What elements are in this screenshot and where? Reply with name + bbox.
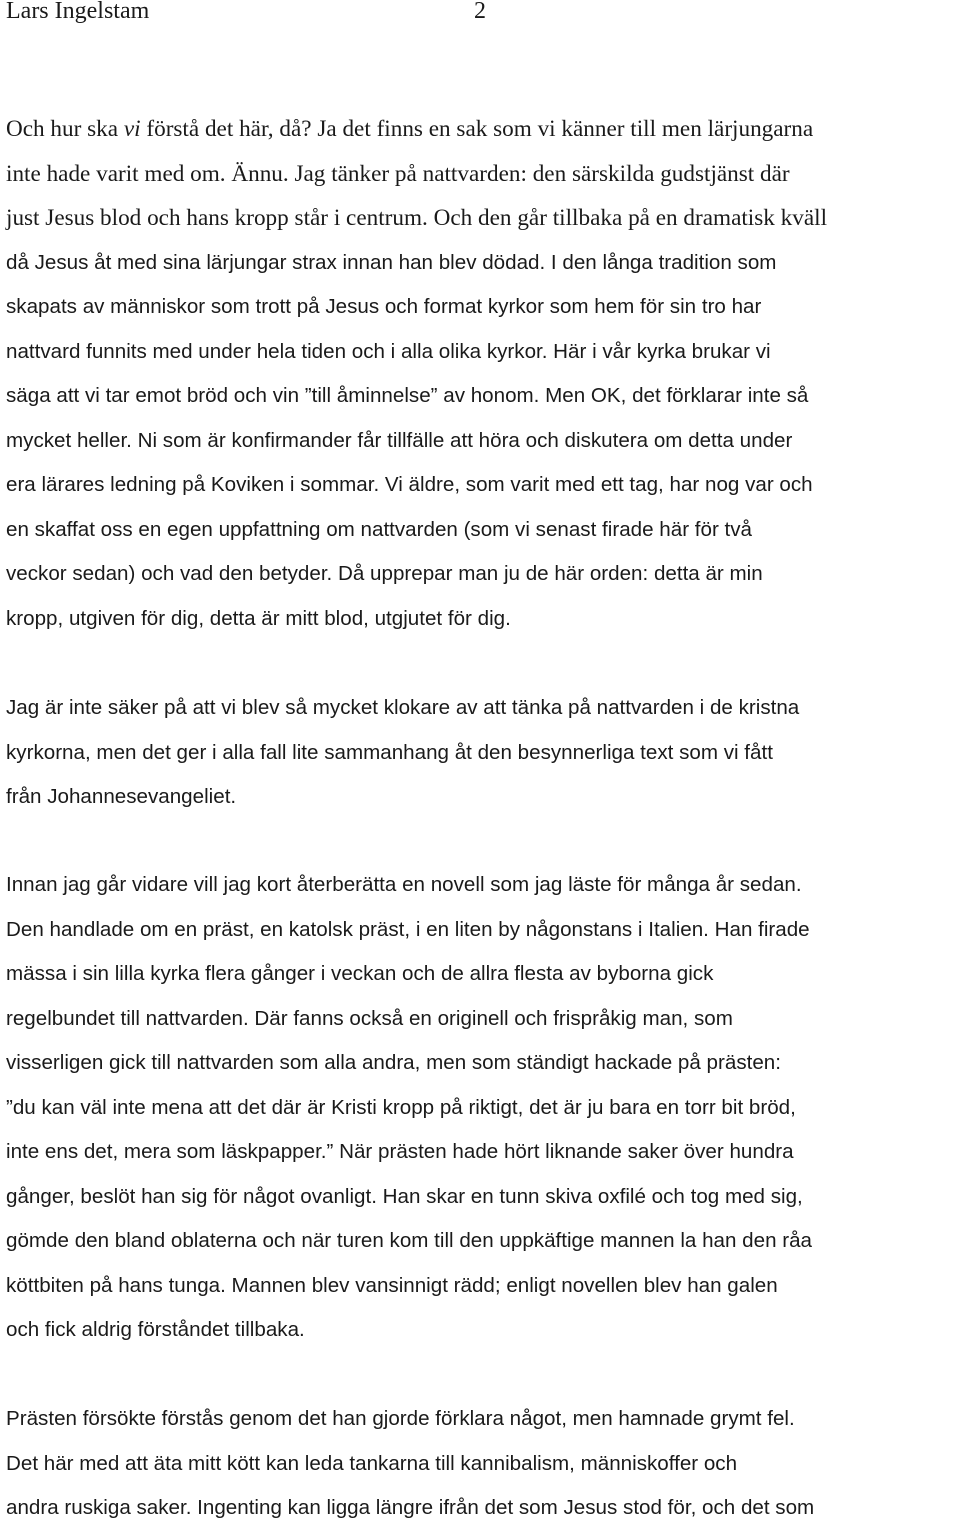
body-line: ”du kan väl inte mena att det där är Kristi kropp på riktigt, det är ju bara en torr bit bröd, — [6, 1095, 796, 1119]
body-line: köttbiten på hans tunga. Mannen blev vansinnigt rädd; enligt novellen blev han galen — [6, 1273, 778, 1297]
body-line: just Jesus blod och hans kropp står i centrum. Och den går tillbaka på en dramatisk kväll — [6, 205, 828, 231]
body-line: Den handlade om en präst, en katolsk präst, i en liten by någonstans i Italien. Han firade — [6, 917, 810, 941]
body-line: mycket heller. Ni som är konfirmander får tillfälle att höra och diskutera om detta under — [6, 428, 793, 452]
body-line: andra ruskiga saker. Ingenting kan ligga längre ifrån det som Jesus stod för, och det som — [6, 1496, 815, 1519]
body-line: inte ens det, mera som läskpapper.” När prästen hade hört liknande saker över hundra — [6, 1140, 794, 1163]
body-line: veckor sedan) och vad den betyder. Då upprepar man ju de här orden: detta är min — [6, 562, 763, 585]
body-line: och fick aldrig förståndet tillbaka. — [6, 1318, 305, 1341]
body-line: era lärares ledning på Koviken i sommar. Vi äldre, som varit med ett tag, har nog var och — [6, 473, 813, 496]
author-name: Lars Ingelstam — [6, 0, 150, 24]
body-line: regelbundet till nattvarden. Där fanns också en originell och frispråkig man, som — [6, 1006, 733, 1030]
paragraph-novel-retelling — [6, 863, 812, 1353]
body-line: visserligen gick till nattvarden som alla andra, men som ständigt hackade på prästen: — [6, 1051, 781, 1074]
body-line: Prästen försökte förstås genom det han gjorde förklara något, men hamnade grymt fel. — [6, 1407, 795, 1430]
body-line: Jag är inte säker på att vi blev så mycket klokare av att tänka på nattvarden i de kristna — [6, 696, 800, 719]
body-line: Innan jag går vidare vill jag kort återberätta en novell som jag läste för många år sedan. — [6, 873, 802, 896]
body-line: en skaffat oss en egen uppfattning om nattvarden (som vi senast firade här för två — [6, 517, 753, 541]
page-header — [6, 0, 486, 28]
text-run: Och hur ska — [6, 116, 124, 142]
page-number: 2 — [474, 0, 486, 24]
body-line: Det här med att äta mitt kött kan leda tankarna till kannibalism, människoffer och — [6, 1451, 738, 1475]
body-line: nattvard funnits med under hela tiden och i alla olika kyrkor. Här i vår kyrka brukar vi — [6, 339, 771, 363]
body-line: gånger, beslöt han sig för något ovanligt. Han skar en tunn skiva oxfilé och tog med sig, — [6, 1184, 803, 1208]
paragraph-nattvard-intro — [6, 107, 827, 641]
emphasis-text: vi — [123, 116, 141, 142]
text-run: förstå det här, då? Ja det finns en sak som vi känner till men lärjungarna — [140, 116, 814, 142]
body-line: då Jesus åt med sina lärjungar strax innan han blev dödad. I den långa tradition som — [6, 250, 777, 274]
paragraph-conclusion — [6, 1397, 814, 1531]
body-line: mässa i sin lilla kyrka flera gånger i veckan och de allra flesta av byborna gick — [6, 962, 714, 985]
body-line — [6, 107, 827, 152]
body-line: kyrkorna, men det ger i alla fall lite sammanhang åt den besynnerliga text som vi fått — [6, 740, 773, 764]
body-line: gömde den bland oblaterna och när turen kom till den uppkäftige mannen la han den råa — [6, 1229, 813, 1252]
body-line: säga att vi tar emot bröd och vin ”till åminnelse” av honom. Men OK, det förklarar inte så — [6, 384, 809, 407]
body-line: kropp, utgiven för dig, detta är mitt blod, utgjutet för dig. — [6, 606, 511, 630]
body-line: skapats av människor som trott på Jesus och format kyrkor som hem för sin tro har — [6, 295, 762, 318]
paragraph-reflection — [6, 686, 799, 820]
body-line: inte hade varit med om. Ännu. Jag tänker på nattvarden: den särskilda gudstjänst där — [6, 160, 790, 187]
body-line: från Johannesevangeliet. — [6, 785, 237, 808]
